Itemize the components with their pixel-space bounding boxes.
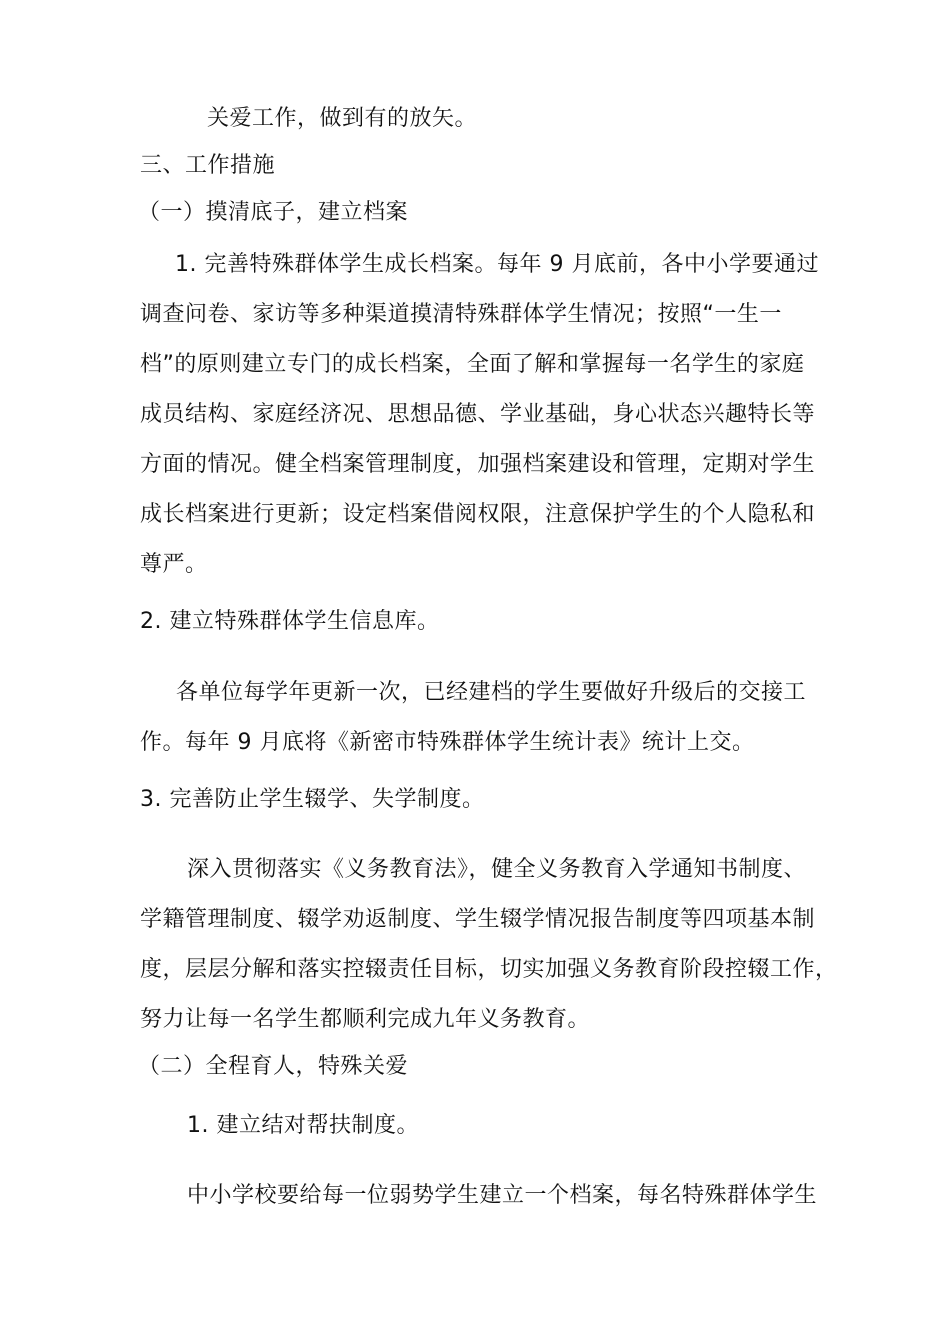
paragraph-line: 度，层层分解和落实控辍责任目标，切实加强义务教育阶段控辍工作， <box>140 957 838 982</box>
paragraph-line: 方面的情况。健全档案管理制度，加强档案建设和管理，定期对学生 <box>140 452 816 477</box>
paragraph-line: 成长档案进行更新；设定档案借阅权限，注意保护学生的个人隐私和 <box>140 502 816 527</box>
paragraph-line: 关爱工作，做到有的放矢。 <box>207 106 478 131</box>
paragraph-line: 深入贯彻落实《义务教育法》，健全义务教育入学通知书制度、 <box>187 857 807 882</box>
paragraph-line: 学籍管理制度、辍学劝返制度、学生辍学情况报告制度等四项基本制 <box>140 907 816 932</box>
paragraph-line: 努力让每一名学生都顺利完成九年义务教育。 <box>140 1007 591 1032</box>
item-heading: 1. 建立结对帮扶制度。 <box>187 1113 419 1138</box>
section-heading: 三、工作措施 <box>140 153 276 178</box>
paragraph-line: 各单位每学年更新一次，已经建档的学生要做好升级后的交接工 <box>176 680 807 705</box>
subsection-heading: （一）摸清底子，建立档案 <box>138 200 409 225</box>
paragraph-line: 作。每年 9 月底将《新密市特殊群体学生统计表》统计上交。 <box>140 730 755 755</box>
paragraph-line: 调查问卷、家访等多种渠道摸清特殊群体学生情况；按照“一生一 <box>140 302 782 327</box>
item-heading: 3. 完善防止学生辍学、失学制度。 <box>140 787 485 812</box>
paragraph-line: 中小学校要给每一位弱势学生建立一个档案，每名特殊群体学生 <box>187 1183 818 1208</box>
subsection-heading: （二）全程育人，特殊关爱 <box>138 1054 409 1079</box>
paragraph-line: 成员结构、家庭经济况、思想品德、学业基础，身心状态兴趣特长等 <box>140 402 816 427</box>
paragraph-line: 档”的原则建立专门的成长档案，全面了解和掌握每一名学生的家庭 <box>140 352 805 377</box>
paragraph-line: 尊严。 <box>140 552 208 577</box>
paragraph-line: 1. 完善特殊群体学生成长档案。每年 9 月底前，各中小学要通过 <box>175 252 819 277</box>
item-heading: 2. 建立特殊群体学生信息库。 <box>140 609 440 634</box>
